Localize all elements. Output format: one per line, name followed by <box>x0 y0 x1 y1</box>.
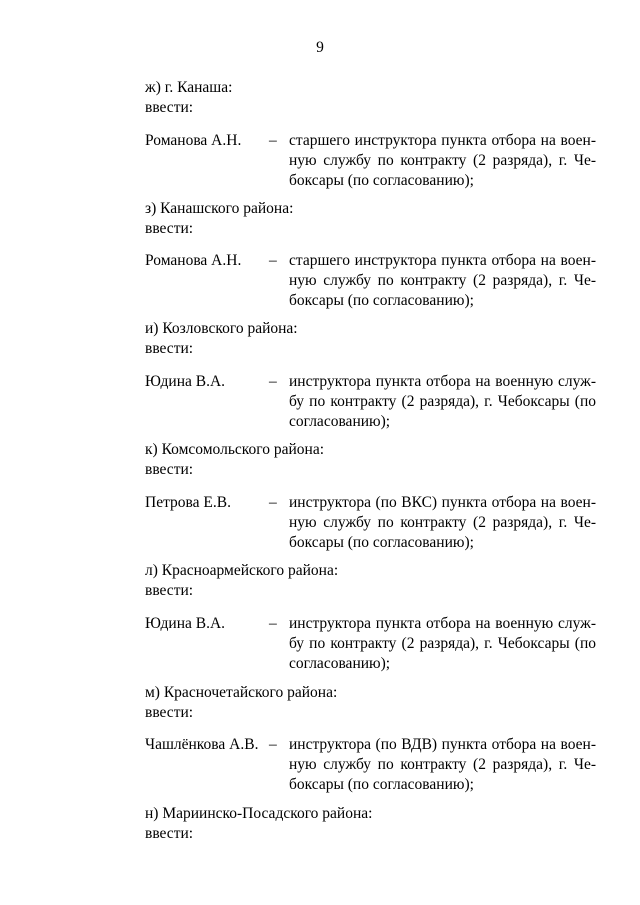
section-title: н) Мариинско-Посадского района: <box>145 805 373 822</box>
description-line: ную службу по контракту (2 разряда), г. Че- <box>289 756 596 773</box>
dash: – <box>269 615 277 632</box>
section-heading-komsomolsk-district <box>145 440 600 480</box>
section-title: л) Красноармейского района: <box>145 562 339 579</box>
description-line: ную службу по контракту (2 разряда), г. Че- <box>289 272 596 289</box>
person-name: Петрова Е.В. <box>145 494 231 511</box>
description-line: старшего инструктора пункта отбора на воен- <box>289 252 596 269</box>
description-line: инструктора (по ВКС) пункта отбора на воен- <box>289 494 596 511</box>
description-line: согласованию); <box>289 655 391 672</box>
section-action: ввести: <box>145 825 194 842</box>
person-name: Юдина В.А. <box>145 615 226 632</box>
section-title: з) Канашского района: <box>145 200 294 217</box>
description-line: ную службу по контракту (2 разряда), г. Че- <box>289 514 596 531</box>
section-action: ввести: <box>145 220 194 237</box>
section-heading-kanash-city <box>145 78 600 118</box>
description-line: инструктора пункта отбора на военную служ- <box>289 373 596 390</box>
section-action: ввести: <box>145 340 194 357</box>
description-line: ную службу по контракту (2 разряда), г. Че- <box>289 152 596 169</box>
description-line: старшего инструктора пункта отбора на воен- <box>289 132 596 149</box>
description-line: боксары (по согласованию); <box>289 534 474 551</box>
description-line: бу по контракту (2 разряда), г. Чебоксары (по <box>289 393 596 410</box>
position-description <box>289 493 596 553</box>
section-heading-kozlovka-district <box>145 319 600 359</box>
description-line: боксары (по согласованию); <box>289 776 474 793</box>
position-description <box>289 735 596 795</box>
description-line: боксары (по согласованию); <box>289 292 474 309</box>
section-title: и) Козловского района: <box>145 320 298 337</box>
person-name: Романова А.Н. <box>145 252 242 269</box>
section-action: ввести: <box>145 99 194 116</box>
position-description <box>289 131 596 191</box>
description-line: согласованию); <box>289 413 391 430</box>
page-number: 9 <box>316 39 324 56</box>
description-line: инструктора пункта отбора на военную служ- <box>289 615 596 632</box>
position-description <box>289 251 596 311</box>
section-title: м) Красночетайского района: <box>145 684 338 701</box>
section-heading-mariinsky-posad-district <box>145 804 600 844</box>
section-heading-krasnochetay-district <box>145 683 600 723</box>
description-line: бу по контракту (2 разряда), г. Чебоксары (по <box>289 635 596 652</box>
dash: – <box>269 494 277 511</box>
dash: – <box>269 132 277 149</box>
section-heading-krasnoarmeysk-district <box>145 561 600 601</box>
dash: – <box>269 373 277 390</box>
section-action: ввести: <box>145 704 194 721</box>
section-heading-kanash-district <box>145 199 600 239</box>
section-title: ж) г. Канаша: <box>145 79 233 96</box>
position-description <box>289 614 596 674</box>
person-name: Романова А.Н. <box>145 132 242 149</box>
description-line: инструктора (по ВДВ) пункта отбора на воен- <box>289 736 596 753</box>
section-action: ввести: <box>145 582 194 599</box>
dash: – <box>269 252 277 269</box>
description-line: боксары (по согласованию); <box>289 172 474 189</box>
section-action: ввести: <box>145 461 194 478</box>
person-name: Чашлёнкова А.В. <box>145 736 259 753</box>
position-description <box>289 372 596 432</box>
person-name: Юдина В.А. <box>145 373 226 390</box>
dash: – <box>269 736 277 753</box>
section-title: к) Комсомольского района: <box>145 441 325 458</box>
